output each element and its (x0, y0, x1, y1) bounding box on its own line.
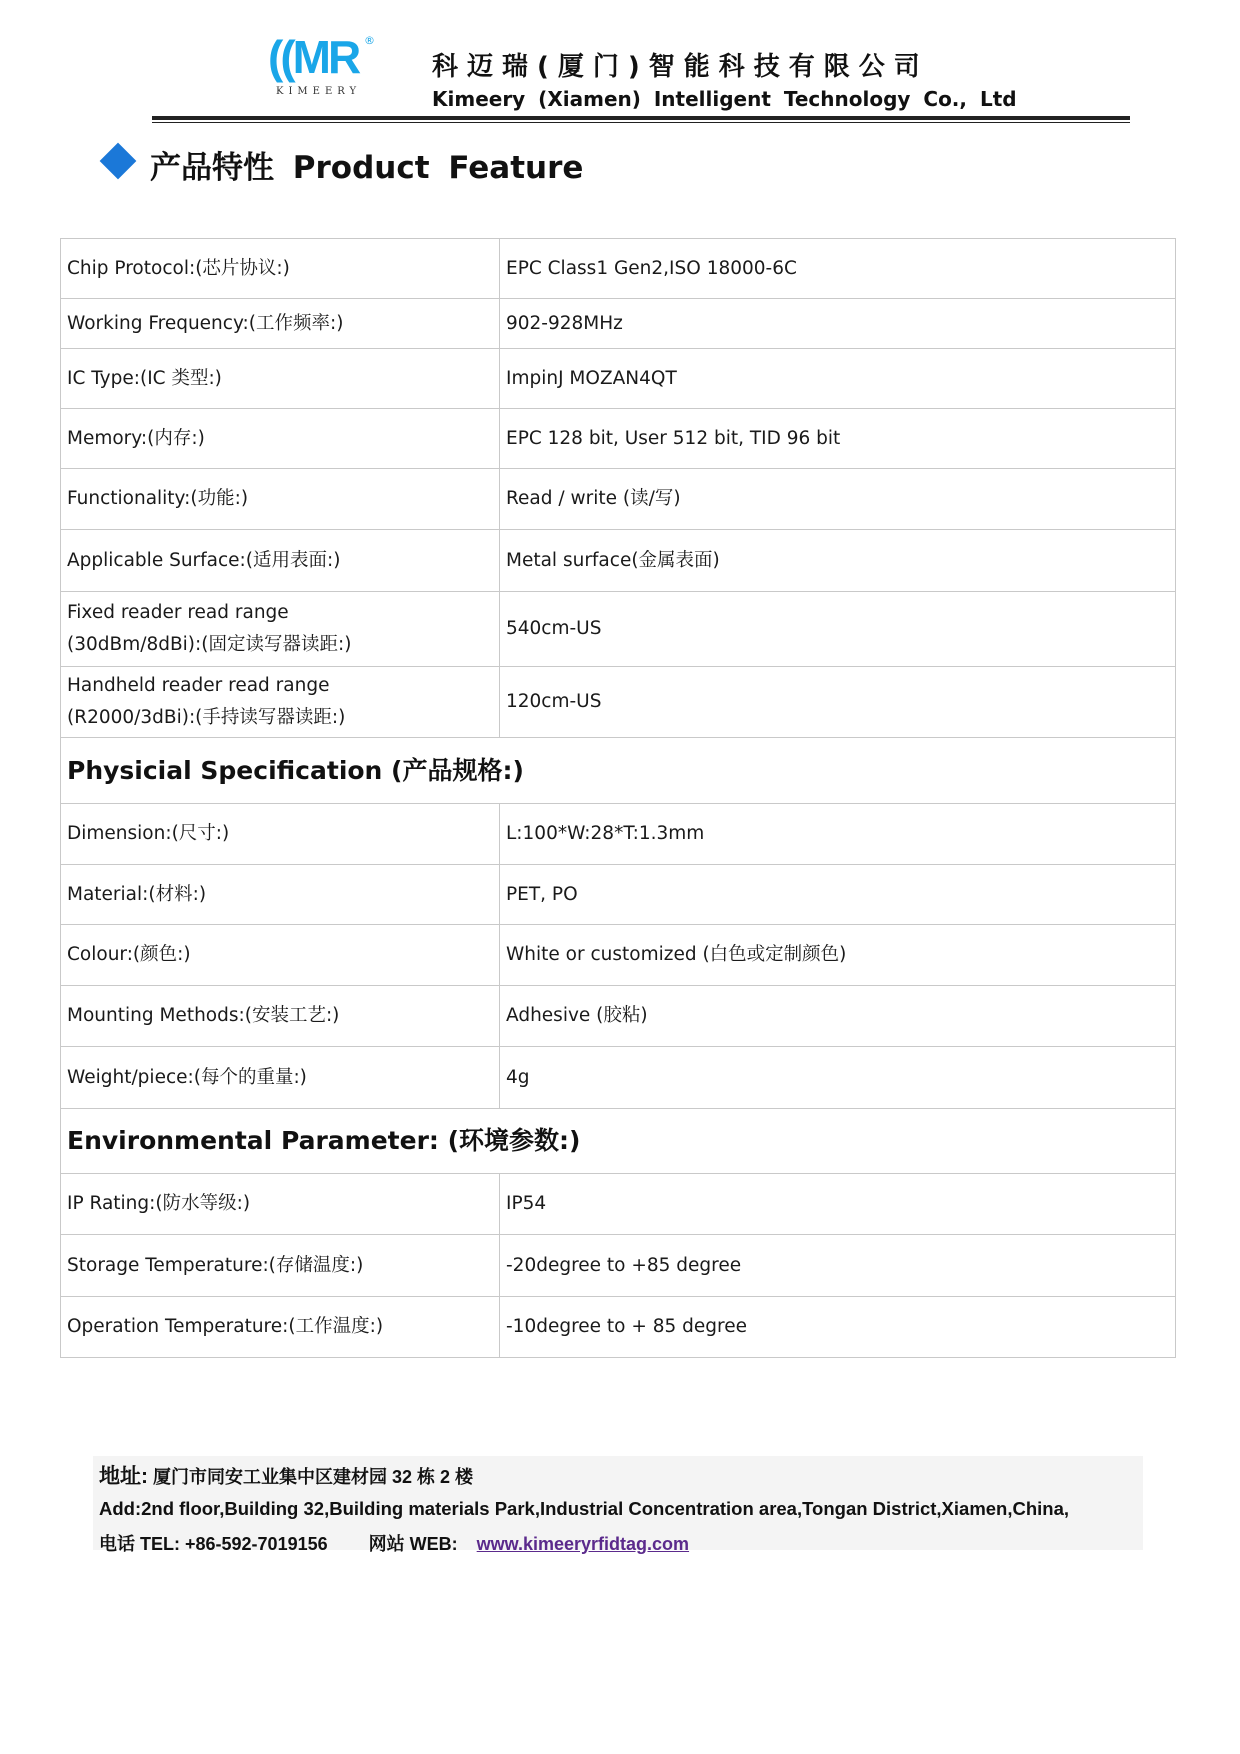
spec-value: 540cm-US (500, 592, 1176, 667)
footer-contact (93, 1456, 1143, 1554)
footer-contact-line (99, 1530, 689, 1556)
spec-label: IP Rating:(防水等级:) (61, 1174, 500, 1235)
website-link[interactable]: www.kimeeryrfidtag.com (476, 1534, 690, 1554)
company-logo (268, 30, 378, 102)
spec-value: White or customized (白色或定制颜色) (500, 925, 1176, 986)
table-row (61, 1297, 1176, 1358)
logo-subtitle: KIMEERY (276, 86, 362, 97)
footer-address-cn (99, 1460, 473, 1490)
spec-label: Applicable Surface:(适用表面:) (61, 530, 500, 592)
table-row (61, 530, 1176, 592)
table-row (61, 469, 1176, 530)
diamond-bullet-icon (100, 143, 137, 180)
table-row (61, 1174, 1176, 1235)
table-row (61, 925, 1176, 986)
spec-value: IP54 (500, 1174, 1176, 1235)
spec-label: Functionality:(功能:) (61, 469, 500, 530)
spec-label-line: (30dBm/8dBi):(固定读写器读距:) (67, 634, 352, 655)
spec-label (61, 592, 500, 667)
table-row (61, 1047, 1176, 1109)
footer-address-en: Add:2nd floor,Building 32,Building materials Park,Industrial Concentration area,Tongan District,Xiamen,China, (99, 1498, 1070, 1519)
spec-label: Dimension:(尺寸:) (61, 804, 500, 865)
spec-label: Chip Protocol:(芯片协议:) (61, 239, 500, 299)
table-row (61, 592, 1176, 667)
table-section-row (61, 738, 1176, 804)
spec-label: Material:(材料:) (61, 865, 500, 925)
spec-value: EPC Class1 Gen2,ISO 18000-6C (500, 239, 1176, 299)
spec-value: -20degree to +85 degree (500, 1235, 1176, 1297)
environment-heading: Environmental Parameter: (环境参数:) (61, 1109, 1176, 1174)
spec-value: 902-928MHz (500, 299, 1176, 349)
spec-label: Mounting Methods:(安装工艺:) (61, 986, 500, 1047)
registered-mark: ® (364, 34, 375, 47)
spec-value: Adhesive (胶粘) (500, 986, 1176, 1047)
spec-value: L:100*W:28*T:1.3mm (500, 804, 1176, 865)
spec-label-line: Fixed reader read range (67, 602, 289, 623)
spec-value: Metal surface(金属表面) (500, 530, 1176, 592)
address-cn: 厦门市同安工业集中区建材园 32 栋 2 楼 (153, 1467, 474, 1487)
spec-label-line: (R2000/3dBi):(手持读写器读距:) (67, 707, 346, 728)
spec-label: Operation Temperature:(工作温度:) (61, 1297, 500, 1358)
spec-label: Working Frequency:(工作频率:) (61, 299, 500, 349)
table-row (61, 239, 1176, 299)
spec-value: 4g (500, 1047, 1176, 1109)
tel-text: 电话 TEL: +86-592-7019156 (99, 1534, 328, 1554)
spec-value: ImpinJ MOZAN4QT (500, 349, 1176, 409)
spec-value: Read / write (读/写) (500, 469, 1176, 530)
spec-label: Memory:(内存:) (61, 409, 500, 469)
spec-table (60, 238, 1176, 1358)
spec-value: PET, PO (500, 865, 1176, 925)
logo-mark: ((MR (268, 31, 359, 83)
spec-label-line: Handheld reader read range (67, 675, 330, 696)
table-section-row (61, 1109, 1176, 1174)
spec-value: 120cm-US (500, 667, 1176, 738)
spec-label (61, 667, 500, 738)
company-name-cn: 科迈瑞(厦门)智能科技有限公司 (432, 52, 929, 82)
table-row (61, 349, 1176, 409)
table-row (61, 409, 1176, 469)
spec-label: Storage Temperature:(存储温度:) (61, 1235, 500, 1297)
header-rule-thin (152, 122, 1130, 123)
spec-value: -10degree to + 85 degree (500, 1297, 1176, 1358)
table-row (61, 667, 1176, 738)
web-label: 网站 WEB: (368, 1534, 458, 1554)
table-row (61, 299, 1176, 349)
section-title: 产品特性 Product Feature (150, 150, 584, 186)
spec-label: Colour:(颜色:) (61, 925, 500, 986)
spec-label: Weight/piece:(每个的重量:) (61, 1047, 500, 1109)
company-name-en: Kimeery (Xiamen) Intelligent Technology Co., Ltd (432, 87, 1017, 111)
table-row (61, 1235, 1176, 1297)
table-row (61, 865, 1176, 925)
table-row (61, 986, 1176, 1047)
spec-value: EPC 128 bit, User 512 bit, TID 96 bit (500, 409, 1176, 469)
table-row (61, 804, 1176, 865)
header-rule-thick (152, 116, 1130, 120)
spec-label: IC Type:(IC 类型:) (61, 349, 500, 409)
address-label: 地址: (99, 1465, 148, 1488)
physical-spec-heading: Physicial Specification (产品规格:) (61, 738, 1176, 804)
